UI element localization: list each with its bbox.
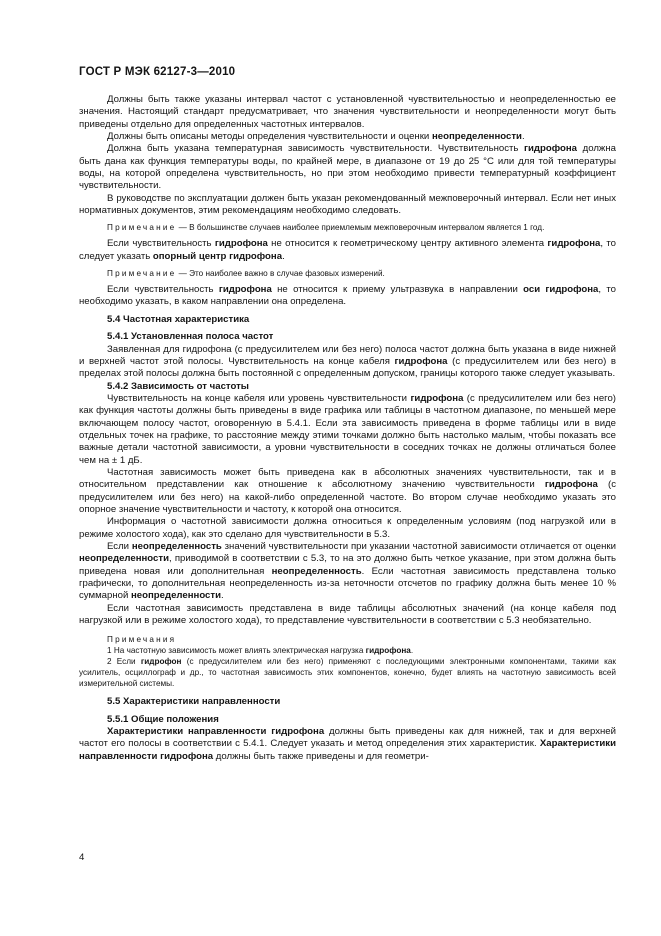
paragraph: Должны быть описаны методы определения чувствительности и оценки неопределенности. [107, 131, 525, 143]
paragraph: Информация о частотной зависимости должна относиться к определенным условиям (под нагрузкой или в режиме холостого хода), как это сделано для чувствительности в 5.3. [79, 516, 616, 540]
note: Примечание — Это наиболее важно в случае фазовых измерений. [107, 269, 385, 279]
document-header: ГОСТ Р МЭК 62127-3—2010 [79, 66, 236, 78]
paragraph: Характеристики направленности гидрофона должны быть приведены как для нижней, так и для верхней частот его полосы в соответствии с 5.4.1. Следует указать и метод определения этих характеристик. Характеристики направленности гидрофона должны быть также приведены и для геометри- [79, 726, 616, 762]
paragraph: Если чувствительность гидрофона не относится к приему ультразвука в направлении оси гидрофона, то необходимо указать, в каком направлении она определена. [79, 284, 616, 308]
paragraph: Должны быть также указаны интервал частот с установленной чувствительностью и неопределенностью ее значения. Настоящий стандарт предусматривает, что значения чувствительности и неопределенности могут быть приведены отдельно для определенных частотных интервалов. [79, 94, 616, 130]
note-item: 2 Если гидрофон (с предусилителем или без него) применяют с последующими электронными компонентами, такими как усилитель, осциллограф и др., то частотная зависимость этих компонентов, конечно, будет влиять на частотную зависимость всей измерительной системы. [79, 657, 616, 689]
subsection-heading: 5.4.1 Установленная полоса частот [107, 331, 274, 343]
note-item: 1 На частотную зависимость может влиять электрическая нагрузка гидрофона. [107, 646, 414, 656]
section-heading: 5.4 Частотная характеристика [107, 313, 250, 325]
note-label: Примечание [107, 223, 177, 233]
notes-heading: Примечания [107, 635, 177, 645]
paragraph: Частотная зависимость может быть приведена как в абсолютных значениях чувствительности, так и в относительном представлении как отношение к абсолютному значению чувствительности гидрофона (с предусилителем или без него) на какой-либо определенной частоте. Во втором случае необходимо указать это опорное значение чувствительности и частоту, к которой она относится. [79, 466, 616, 515]
paragraph: Должна быть указана температурная зависимость чувствительности. Чувствительность гидрофона должна быть дана как функция температуры воды, по крайней мере, в диапазоне от 19 до 25 °С или для той температуры воды, на которой определена чувствительность, но при этом необходимо привести температурный коэффициент чувствительности. [79, 143, 616, 192]
subsection-heading: 5.4.2 Зависимость от частоты [107, 380, 249, 392]
page-number: 4 [79, 852, 85, 863]
paragraph: Чувствительность на конце кабеля или уровень чувствительности гидрофона (с предусилителем или без него) как функция частоты должны быть приведены в виде графика или таблицы в частотном диапазоне, по меньшей мере включающем полосу частот, оговоренную в 5.4.1. Если эта зависимость приведена в форме таблицы или в виде отдельных точек на графике, то расстояние между этими точками должно быть настолько малым, чтобы показать все важные детали частотной зависимости, а уровни чувствительности в соседних точках не должны отличаться более чем на ± 1 дБ. [79, 392, 616, 466]
paragraph: Если частотная зависимость представлена в виде таблицы абсолютных значений (на конце кабеля под нагрузкой или в режиме холостого хода), то представление чувствительности в соответствии с 5.3 необязательно. [79, 602, 616, 627]
paragraph: Если чувствительность гидрофона не относится к геометрическому центру активного элемента гидрофона, то следует указать опорный центр гидрофона. [79, 238, 617, 262]
paragraph: В руководстве по эксплуатации должен быть указан рекомендованный межповерочный интервал. Если нет иных нормативных документов, этим рекомендациям необходимо следовать. [79, 192, 616, 217]
paragraph: Если неопределенность значений чувствительности при указании частотной зависимости отличается от оценки неопределенности, приводимой в соответствии с 5.3, то на это должно быть четкое указание, при этом должна быть приведена новая или дополнительная неопределенность. Если частотная зависимость представлена только графически, то дополнительная неопределенность из-за неточности отсчетов по графику должна быть менее 10 % суммарной неопределенности. [79, 541, 616, 602]
section-heading: 5.5 Характеристики направленности [107, 696, 281, 708]
note-label: Примечание [107, 269, 177, 279]
subsection-heading: 5.5.1 Общие положения [107, 713, 219, 725]
paragraph: Заявленная для гидрофона (с предусилителем или без него) полоса частот должна быть указана в виде нижней и верхней частот этой полосы. Чувствительность на конце кабеля гидрофона (с предусилителем или без него) в пределах этой полосы должна быть постоянной с определенным допуском, границы которого также следует указывать. [79, 343, 616, 380]
document-body [79, 94, 616, 763]
note: Примечание — В большинстве случаев наиболее приемлемым межповерочным интервалом является 1 год. [107, 223, 545, 233]
